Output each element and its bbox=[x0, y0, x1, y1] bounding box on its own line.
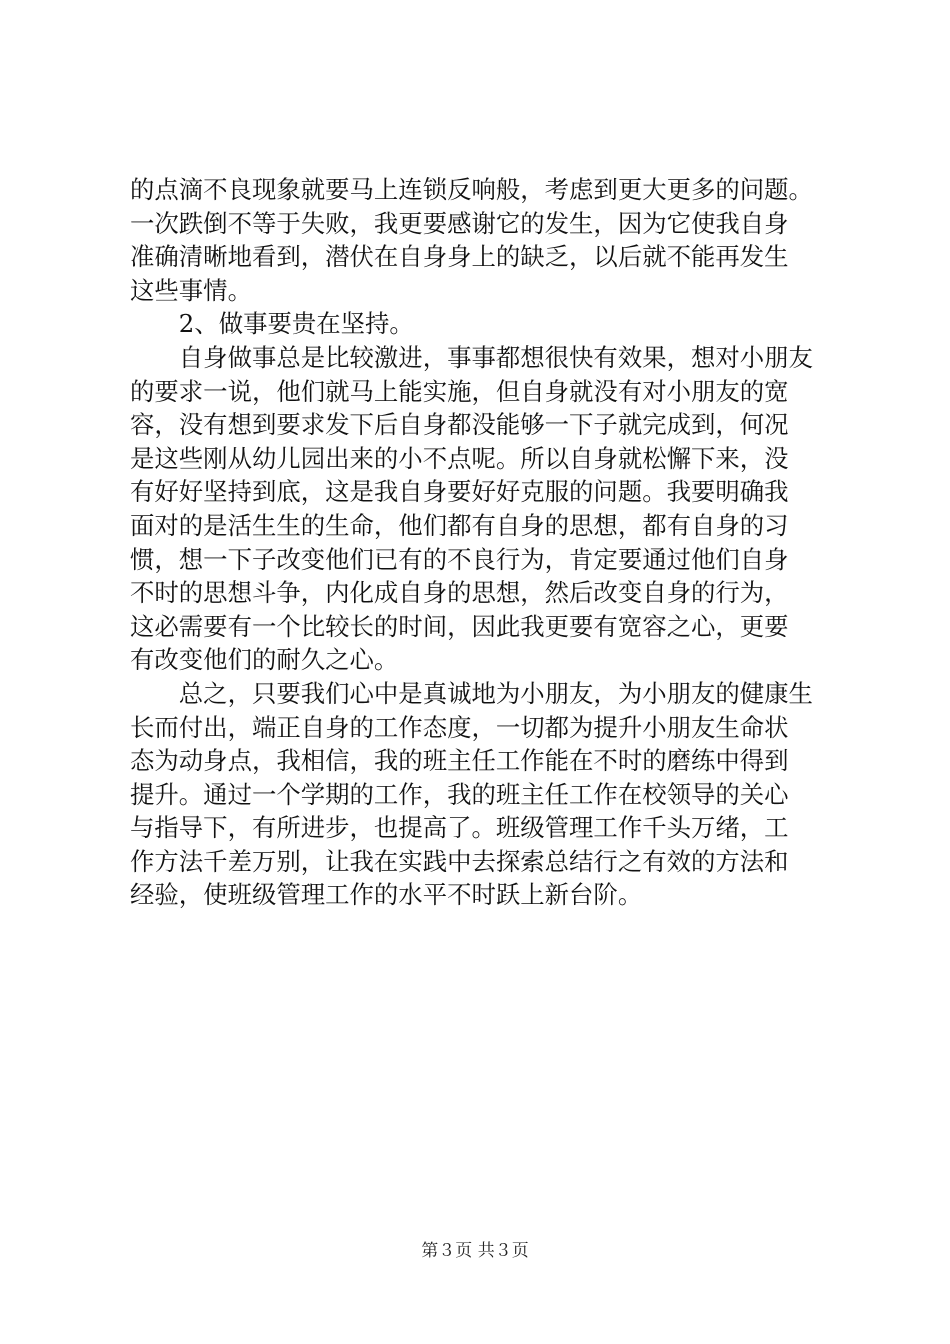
text-line: 自身做事总是比较激进，事事都想很快有效果，想对小朋友 bbox=[130, 342, 813, 372]
text-line: 这必需要有一个比较长的时间，因此我更要有宽容之心，更要 bbox=[130, 611, 789, 641]
text-line: 提升。通过一个学期的工作，我的班主任工作在校领导的关心 bbox=[130, 779, 789, 809]
text-line: 的要求一说，他们就马上能实施，但自身就没有对小朋友的宽 bbox=[130, 376, 789, 406]
text-line: 作方法千差万别，让我在实践中去探索总结行之有效的方法和 bbox=[130, 846, 789, 876]
text-line: 一次跌倒不等于失败，我更要感谢它的发生，因为它使我自身 bbox=[130, 208, 789, 238]
text-line: 容，没有想到要求发下后自身都没能够一下子就完成到，何况 bbox=[130, 410, 789, 440]
text-line: 面对的是活生生的生命，他们都有自身的思想，都有自身的习 bbox=[130, 510, 789, 540]
text-line: 的点滴不良现象就要马上连锁反响般，考虑到更大更多的问题。 bbox=[130, 175, 813, 204]
text-line: 有改变他们的耐久之心。 bbox=[130, 645, 399, 675]
text-line: 不时的思想斗争，内化成自身的思想，然后改变自身的行为， bbox=[130, 578, 789, 608]
text-line: 有好好坚持到底，这是我自身要好好克服的问题。我要明确我 bbox=[130, 477, 789, 507]
text-line: 惯，想一下子改变他们已有的不良行为，肯定要通过他们自身 bbox=[130, 544, 789, 574]
section-heading: 2、做事要贵在坚持。 bbox=[130, 309, 414, 339]
text-line: 长而付出，端正自身的工作态度，一切都为提升小朋友生命状 bbox=[130, 712, 789, 742]
text-line: 经验，使班级管理工作的水平不时跃上新台阶。 bbox=[130, 880, 643, 910]
text-line: 态为动身点，我相信，我的班主任工作能在不时的磨练中得到 bbox=[130, 746, 789, 776]
text-line: 与指导下，有所进步，也提高了。班级管理工作千头万绪，工 bbox=[130, 813, 789, 843]
page-number-footer: 第３页 共３页 bbox=[421, 1241, 529, 1261]
body-text bbox=[130, 173, 835, 912]
text-line: 总之，只要我们心中是真诚地为小朋友，为小朋友的健康生 bbox=[130, 678, 813, 708]
text-line: 这些事情。 bbox=[130, 275, 252, 305]
text-line: 是这些刚从幼儿园出来的小不点呢。所以自身就松懈下来，没 bbox=[130, 443, 789, 473]
text-line: 准确清晰地看到，潜伏在自身身上的缺乏，以后就不能再发生 bbox=[130, 242, 789, 272]
